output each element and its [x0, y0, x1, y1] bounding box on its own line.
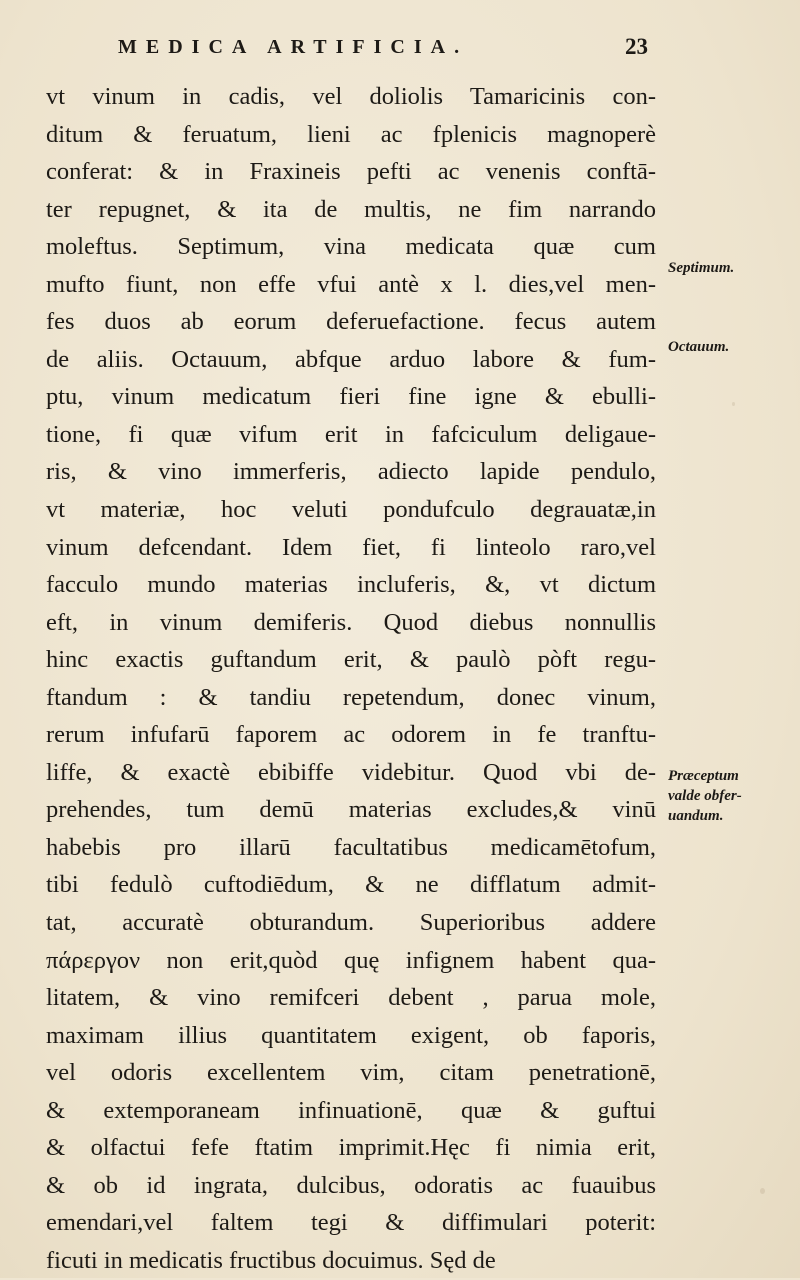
margin-note-septimum: Septimum. [668, 260, 735, 276]
text-line: rerum infufarū faporem ac odorem in fe tranftu- [46, 721, 656, 749]
text-line: & extemporaneam infinuationē, quæ & guftui [46, 1096, 656, 1124]
text-line: de aliis. Octauum, abfque arduo labore & fum- [46, 345, 656, 373]
margin-note-line: uandum. [668, 808, 724, 824]
page-number: 23 [625, 34, 648, 59]
text-line: fes duos ab eorum deferuefactione. fecus autem [46, 308, 656, 336]
text-line: vt vinum in cadis, vel doliolis Tamaricinis con- [46, 83, 656, 110]
paper-stain [760, 1188, 765, 1194]
text-line: emendari,vel faltem tegi & diffimulari poterit: [46, 1209, 656, 1237]
text-line: litatem, & vino remifceri debent , parua mole, [46, 984, 656, 1012]
text-line: ter repugnet, & ita de multis, ne fim narrando [46, 195, 656, 223]
text-line: facculo mundo materias incluferis, &, vt dictum [46, 571, 656, 599]
text-line: prehendes, tum demū materias excludes,& vinū [46, 796, 656, 824]
text-line: vinum defcendant. Idem fiet, fi linteolo raro,vel [46, 533, 656, 561]
running-title: MEDICA ARTIFICIA. [118, 36, 469, 58]
page-header [118, 30, 648, 64]
paper-stain [732, 402, 735, 406]
body-text [46, 78, 656, 1280]
text-line: eft, in vinum demiferis. Quod diebus nonnullis [46, 608, 656, 636]
text-line: vel odoris excellentem vim, citam penetrationē, [46, 1059, 656, 1087]
text-line: ris, & vino immerferis, adiecto lapide pendulo, [46, 458, 656, 486]
text-line: ditum & feruatum, lieni ac fplenicis magnoperè [46, 120, 656, 148]
text-line: ptu, vinum medicatum fieri fine igne & ebulli- [46, 383, 656, 411]
text-line: hinc exactis guftandum erit, & paulò pòft regu- [46, 646, 656, 674]
text-line: & ob id ingrata, dulcibus, odoratis ac fuauibus [46, 1171, 656, 1199]
text-line: tat, accuratè obturandum. Superioribus addere [46, 909, 656, 937]
text-line: moleftus. Septimum, vina medicata quæ cum [46, 233, 656, 261]
margin-note-octauum: Octauum. [668, 339, 730, 355]
text-line: liffe, & exactè ebibiffe videbitur. Quod vbi de- [46, 758, 656, 786]
text-line: tibi fedulò cuftodiēdum, & ne difflatum admit- [46, 871, 656, 899]
margin-note-line: valde obfer- [668, 788, 742, 804]
text-line: ftandum : & tandiu repetendum, donec vinum, [46, 683, 656, 711]
text-line: πάρεργον non erit,quòd quę infignem habent qua- [46, 946, 656, 974]
text-line: vt materiæ, hoc veluti pondufculo degrauatæ,in [46, 496, 656, 524]
text-line: maximam illius quantitatem exigent, ob faporis, [46, 1021, 656, 1049]
margin-note-praeceptum [668, 766, 742, 826]
text-line: ficuti in medicatis fructibus docuimus. Sęd de [46, 1246, 496, 1274]
text-line: & olfactui fefe ftatim imprimit.Hęc fi nimia erit, [46, 1134, 656, 1162]
text-line: conferat: & in Fraxineis pefti ac venenis conftā- [46, 158, 656, 186]
text-line: mufto fiunt, non effe vfui antè x l. dies,vel men- [46, 270, 656, 298]
text-line: habebis pro illarū facultatibus medicamētofum, [46, 833, 656, 861]
text-line: tione, fi quæ vifum erit in fafciculum deligaue- [46, 420, 656, 448]
margin-note-line: Præceptum [668, 768, 739, 784]
